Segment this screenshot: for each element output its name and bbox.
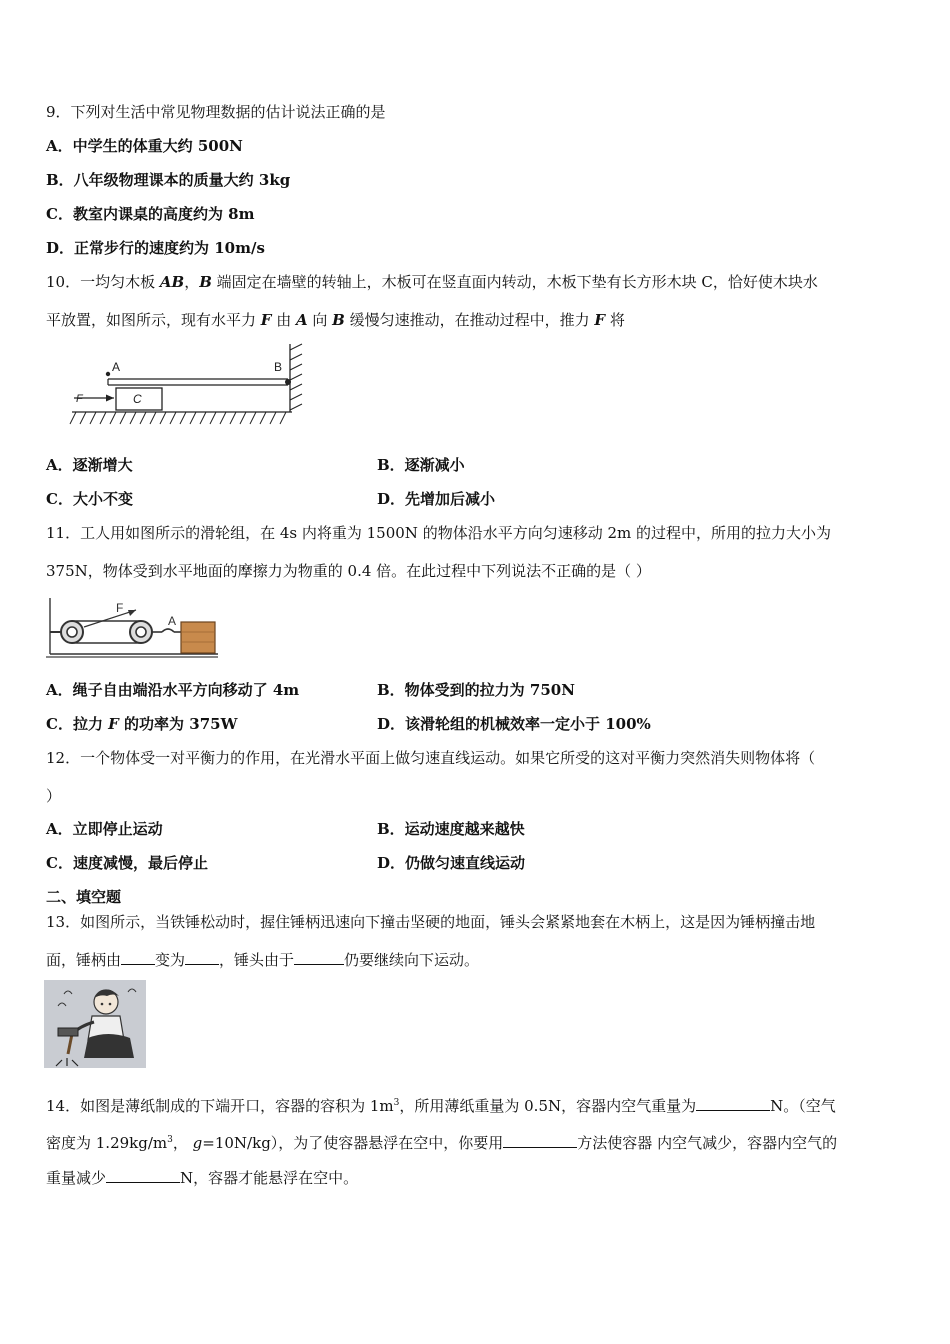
q12-stem-line2: ） [46,787,62,805]
q9-option-d: D．正常步行的速度约为 10m/s [46,239,265,257]
q9-option-a: A．中学生的体重大约 500N [46,137,243,155]
q13-stem-line2: 面，锤柄由 变为 ，锤头由于 仍要继续向下运动。 [46,951,480,969]
q13-blank-3[interactable] [294,950,344,965]
q14-stem-line3: 重量减少 N，容器才能悬浮在空中。 [46,1169,359,1187]
q11-option-c: C．拉力 F 的功率为 375W [46,715,238,733]
q12-option-c: C．速度减慢，最后停止 [46,854,208,872]
q12-option-d: D．仍做匀速直线运动 [377,854,526,872]
q14-stem-line1: 14．如图是薄纸制成的下端开口，容器的容积为 $1m^3$，所用薄纸重量为 0.5N，容器内空气重量为 N。（空气 [46,1097,836,1115]
q11-stem-line1: 11．工人用如图所示的滑轮组，在 4s 内将重为 1500N 的物体沿水平方向匀速移动 2m 的过程中，所用的拉力大小为 [46,524,832,542]
q12-stem-line1: 12．一个物体受一对平衡力的作用，在光滑水平面上做匀速直线运动。如果它所受的这对平衡力突然消失则物体将（ [46,749,816,767]
q10-option-a: A．逐渐增大 [46,456,133,474]
q9-option-b: B．八年级物理课本的质量大约 3kg [46,171,291,189]
q10-stem-line2: 平放置，如图所示，现有水平力 F 由 A 向 B 缓慢匀速推动，在推动过程中，推力 F 将 [46,311,625,329]
q11-label-a: A [168,614,177,628]
q14-stem-line2: 密度为 $1.29kg/m^3$， g=10N/kg），为了使容器悬浮在空中，你要用 方法使容器 内空气减少，容器内空气的 [46,1134,838,1152]
q13-blank-1[interactable] [121,950,155,965]
q11-block-a [181,622,215,653]
q10-label-c: C [133,392,142,406]
q13-stem-line1: 13．如图所示，当铁锤松动时，握住锤柄迅速向下撞击坚硬的地面，锤头会紧紧地套在木柄上，这是因为锤柄撞击地 [46,913,816,931]
q11-option-b: B．物体受到的拉力为 750N [377,681,575,699]
q14-blank-1[interactable] [696,1096,770,1111]
q10-option-d: D．先增加后减小 [377,490,496,508]
q12-option-a: A．立即停止运动 [46,820,163,838]
q10-pivot-b [285,379,291,385]
q11-option-d: D．该滑轮组的机械效率一定小于 100% [377,715,651,733]
q13-hammer-figure [44,980,146,1068]
q10-label-a: A [112,360,121,374]
q11-label-f: F [116,601,124,615]
svg-text:F: F [76,393,83,405]
q9-option-c: C．教室内课桌的高度约为 8m [46,205,255,223]
q14-blank-2[interactable] [503,1133,577,1148]
q10-option-c: C．大小不变 [46,490,133,508]
hammer-icon [58,1028,78,1036]
q11-option-a: A．绳子自由端沿水平方向移动了 4m [46,681,300,699]
q10-point-a [106,372,110,376]
q10-label-b: B [274,360,283,374]
q10-stem-line1: 10．一均匀木板 AB，B 端固定在墙壁的转轴上，木板可在竖直面内转动，木板下垫有长方形木块 C，恰好使木块水 [46,273,818,291]
q10-option-b: B．逐渐减小 [377,456,465,474]
q14-blank-3[interactable] [106,1168,180,1183]
section-title-fill-in: 二、填空题 [46,888,122,906]
q9-stem: 9．下列对生活中常见物理数据的估计说法正确的是 [46,103,386,121]
q11-pulley-figure [44,596,220,660]
q10-board-figure [60,340,310,432]
q13-blank-2[interactable] [185,950,219,965]
q11-stem-line2: 375N，物体受到水平地面的摩擦力为物重的 0.4 倍。在此过程中下列说法不正确的是（ ） [46,562,651,580]
q12-option-b: B．运动速度越来越快 [377,820,525,838]
